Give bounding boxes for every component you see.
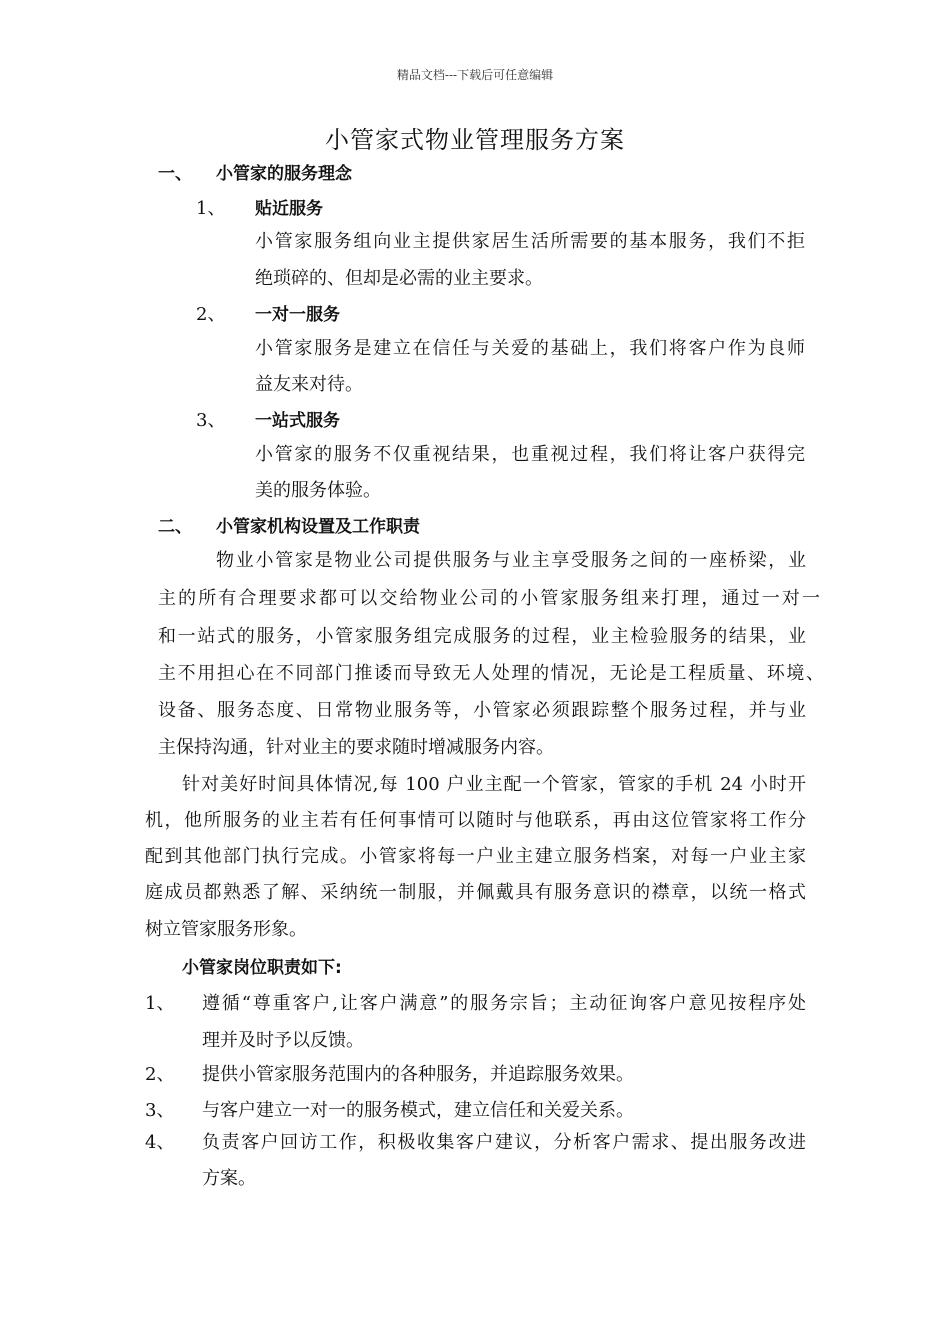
- paragraph-2-line: 针对美好时间具体情况,每 100 户业主配一个管家，管家的手机 24 小时开: [182, 774, 806, 795]
- item-1-number: 1、: [196, 198, 226, 219]
- item-1-text-line: 绝琐碎的、但却是必需的业主要求。: [255, 268, 543, 289]
- duty-4-text-line: 方案。: [202, 1168, 256, 1189]
- paragraph-1-line: 主的所有合理要求都可以交给物业公司的小管家服务组来打理，通过一对一: [158, 588, 820, 609]
- paragraph-1-line: 和一站式的服务，小管家服务组完成服务的过程，业主检验服务的结果，业: [158, 626, 806, 647]
- paragraph-2-line: 配到其他部门执行完成。小管家将每一户业主建立服务档案，对每一户业主家: [145, 846, 806, 867]
- duty-1-text-line: 理并及时予以反馈。: [202, 1030, 364, 1051]
- duty-3-text-line: 与客户建立一对一的服务模式，建立信任和关爱关系。: [202, 1100, 634, 1121]
- duty-4-number: 4、: [145, 1132, 175, 1153]
- paragraph-1-line: 主不用担心在不同部门推诿而导致无人处理的情况，无论是工程质量、环境、: [158, 663, 824, 684]
- item-3-number: 3、: [196, 410, 226, 431]
- paragraph-2-line: 庭成员都熟悉了解、采纳统一制服，并佩戴具有服务意识的襟章，以统一格式: [145, 882, 806, 903]
- duty-4-text-line: 负责客户回访工作，积极收集客户建议，分析客户需求、提出服务改进: [202, 1132, 806, 1153]
- item-2-number: 2、: [196, 304, 226, 325]
- section-2-number: 二、: [158, 517, 192, 537]
- item-2-heading: 一对一服务: [255, 305, 340, 325]
- duty-1-number: 1、: [145, 993, 175, 1014]
- header-note: 精品文档---下载后可任意编辑: [396, 68, 554, 82]
- paragraph-1-line: 设备、服务态度、日常物业服务等，小管家必须跟踪整个服务过程，并与业: [158, 700, 806, 721]
- item-1-text-line: 小管家服务组向业主提供家居生活所需要的基本服务，我们不拒: [255, 231, 805, 252]
- item-3-heading: 一站式服务: [255, 411, 340, 431]
- duty-2-number: 2、: [145, 1064, 175, 1085]
- paragraph-2-line: 树立管家服务形象。: [145, 919, 307, 940]
- item-3-text-line: 美的服务体验。: [255, 480, 381, 501]
- item-2-text-line: 益友来对待。: [255, 374, 363, 395]
- document-title: 小管家式物业管理服务方案: [325, 126, 625, 154]
- item-1-heading: 贴近服务: [255, 199, 323, 219]
- duty-2-text-line: 提供小管家服务范围内的各种服务，并追踪服务效果。: [202, 1064, 634, 1085]
- paragraph-1-line: 物业小管家是物业公司提供服务与业主享受服务之间的一座桥梁，业: [216, 550, 806, 571]
- duty-3-number: 3、: [145, 1100, 175, 1121]
- section-2-heading: 小管家机构设置及工作职责: [216, 517, 420, 537]
- section-1-heading: 小管家的服务理念: [216, 164, 352, 184]
- item-2-text-line: 小管家服务是建立在信任与关爱的基础上，我们将客户作为良师: [255, 338, 805, 359]
- paragraph-2-line: 机，他所服务的业主若有任何事情可以随时与他联系，再由这位管家将工作分: [145, 810, 806, 831]
- section-1-number: 一、: [158, 164, 192, 184]
- duties-heading: 小管家岗位职责如下:: [182, 958, 342, 978]
- item-3-text-line: 小管家的服务不仅重视结果，也重视过程，我们将让客户获得完: [255, 444, 805, 465]
- paragraph-1-line: 主保持沟通，针对业主的要求随时增减服务内容。: [158, 737, 554, 758]
- duty-1-text-line: 遵循“尊重客户,让客户满意”的服务宗旨；主动征询客户意见按程序处: [202, 993, 806, 1014]
